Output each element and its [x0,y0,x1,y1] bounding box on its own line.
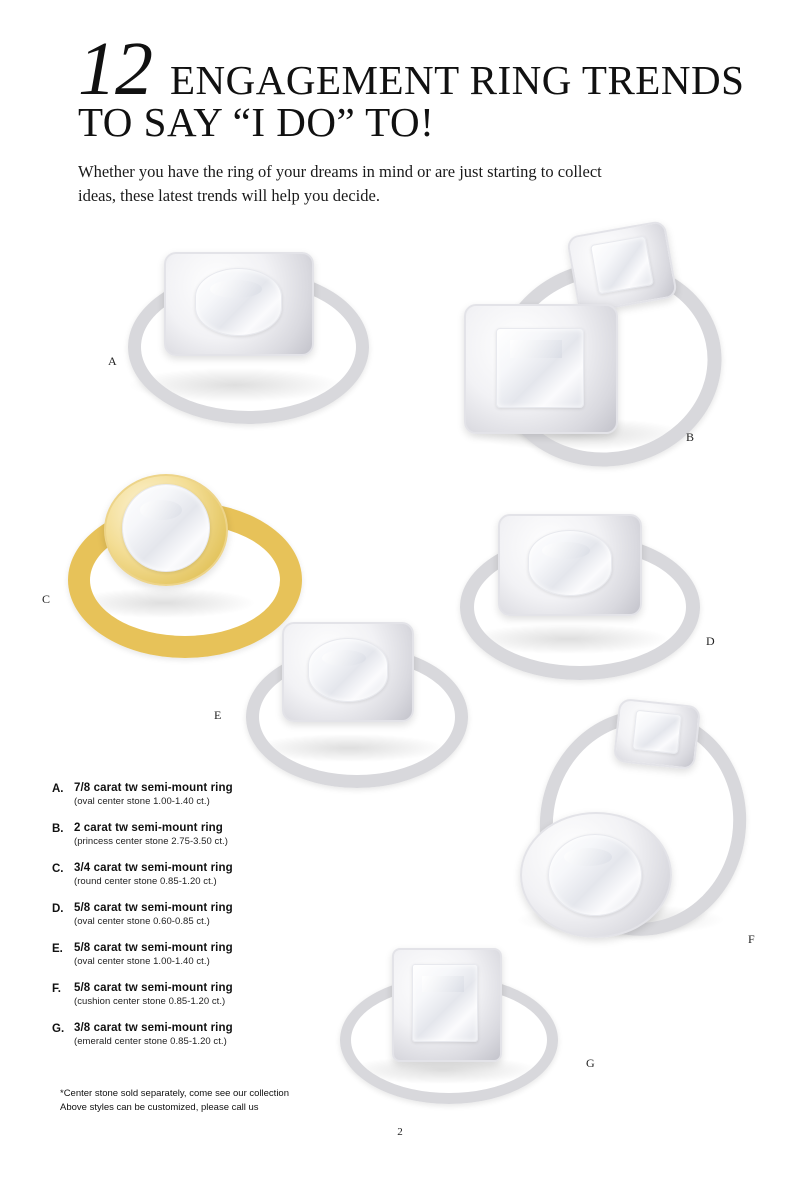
ring-image-b [450,222,715,452]
legend-subtitle: (oval center stone 0.60-0.85 ct.) [74,916,210,927]
ring-label-f: F [748,932,755,946]
legend-subtitle: (princess center stone 2.75-3.50 ct.) [74,836,228,847]
page-title: ENGAGEMENT RING TRENDS [170,57,745,103]
footnote-line-2: Above styles can be customized, please call us [60,1102,259,1114]
legend-subtitle: (emerald center stone 0.85-1.20 ct.) [74,1036,227,1047]
legend-title: 2 carat tw semi-mount ring [74,822,223,834]
footnote [60,1087,380,1116]
list-item [52,902,352,927]
legend-title: 3/4 carat tw semi-mount ring [74,862,233,874]
ring-label-b: B [686,430,695,444]
legend-subtitle: (cushion center stone 0.85-1.20 ct.) [74,996,226,1007]
legend-title: 5/8 carat tw semi-mount ring [74,942,233,954]
list-item [52,942,352,967]
legend-letter: D. [52,903,64,915]
legend-letter: E. [52,943,63,955]
ring-label-e: E [214,708,222,722]
legend-letter: A. [52,783,64,795]
legend-title: 3/8 carat tw semi-mount ring [74,1022,233,1034]
ring-label-c: C [42,592,51,606]
ring-image-e [238,608,468,768]
legend-title: 7/8 carat tw semi-mount ring [74,782,233,794]
list-item [52,982,352,1007]
page-number: 2 [397,1126,403,1138]
ring-label-d: D [706,634,715,648]
ring-image-c [60,462,275,620]
legend-letter: F. [52,983,61,995]
ring-label-g: G [586,1056,595,1070]
page-subtitle-heading: TO SAY “I DO” TO! [78,99,435,145]
ring-image-f [500,694,750,944]
intro-paragraph: Whether you have the ring of your dreams in mind or are just starting to collect ideas, these latest trends will help you decide. [78,162,602,205]
legend-letter: C. [52,863,64,875]
trend-count: 12 [78,27,152,111]
list-item [52,782,352,807]
footnote-line-1: *Center stone sold separately, come see our collection [60,1088,290,1099]
legend-title: 5/8 carat tw semi-mount ring [74,982,233,994]
legend-title: 5/8 carat tw semi-mount ring [74,902,233,914]
ring-label-a: A [108,354,117,368]
ring-image-d [450,500,700,660]
page-header [78,27,745,146]
legend-subtitle: (oval center stone 1.00-1.40 ct.) [74,796,210,807]
legend-list [52,782,352,1062]
ring-image-g [330,948,560,1088]
list-item [52,1022,352,1047]
title-line-1 [78,27,745,111]
legend-subtitle: (round center stone 0.85-1.20 ct.) [74,876,217,887]
legend-letter: G. [52,1023,65,1035]
list-item [52,862,352,887]
legend-letter: B. [52,823,64,835]
legend-subtitle: (oval center stone 1.00-1.40 ct.) [74,956,210,967]
ring-image-a [110,228,365,403]
list-item [52,822,352,847]
